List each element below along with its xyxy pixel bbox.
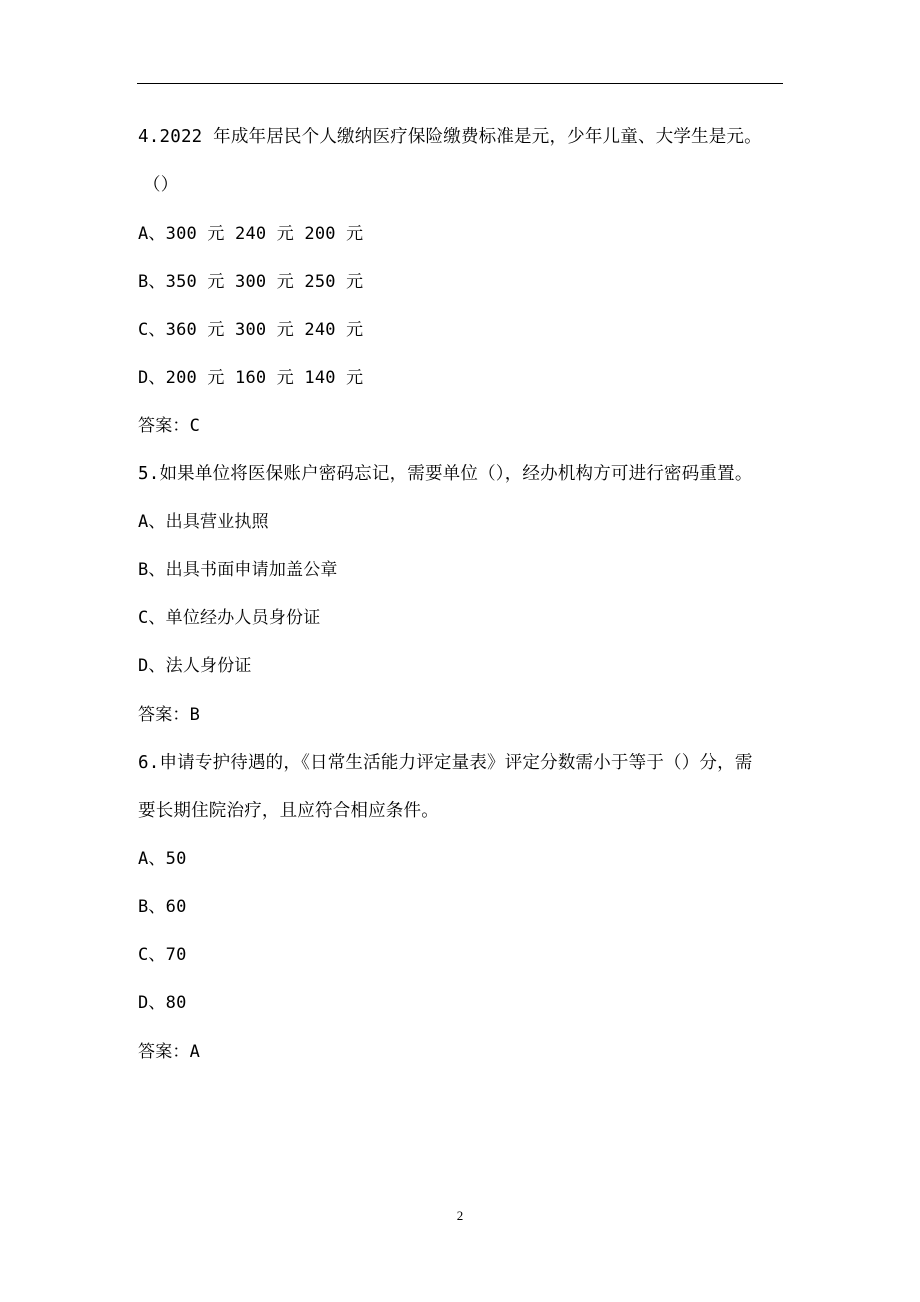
question-4-stem-line-1: 4.2022 年成年居民个人缴纳医疗保险缴费标准是元，少年儿童、大学生是元。 [138, 127, 762, 147]
question-5-option-c: C、单位经办人员身份证 [138, 608, 321, 628]
question-6-option-b: B、60 [138, 897, 187, 917]
question-4-option-b: B、350 元 300 元 250 元 [138, 272, 364, 292]
question-5-option-b: B、出具书面申请加盖公章 [138, 560, 338, 580]
question-4-option-c: C、360 元 300 元 240 元 [138, 320, 364, 340]
question-6-stem-line-2: 要长期住院治疗，且应符合相应条件。 [138, 801, 439, 821]
question-4-option-d: D、200 元 160 元 140 元 [138, 368, 364, 388]
question-4-stem-line-2: （） [143, 175, 179, 195]
question-5-option-a: A、出具营业执照 [138, 512, 269, 532]
question-6-option-c: C、70 [138, 945, 187, 965]
question-4-option-a: A、300 元 240 元 200 元 [138, 224, 364, 244]
question-6-option-d: D、80 [138, 993, 187, 1013]
page-number: 2 [456, 1208, 464, 1223]
question-5-answer: 答案：B [138, 705, 201, 725]
question-6-answer: 答案：A [138, 1042, 201, 1062]
header-rule [137, 83, 783, 84]
question-5-stem-line-1: 5.如果单位将医保账户密码忘记，需要单位（），经办机构方可进行密码重置。 [138, 464, 753, 484]
question-4-answer: 答案：C [138, 416, 201, 436]
question-5-option-d: D、法人身份证 [138, 656, 252, 676]
question-6-stem-line-1: 6.申请专护待遇的，《日常生活能力评定量表》评定分数需小于等于（）分，需 [138, 753, 753, 773]
question-6-option-a: A、50 [138, 849, 187, 869]
